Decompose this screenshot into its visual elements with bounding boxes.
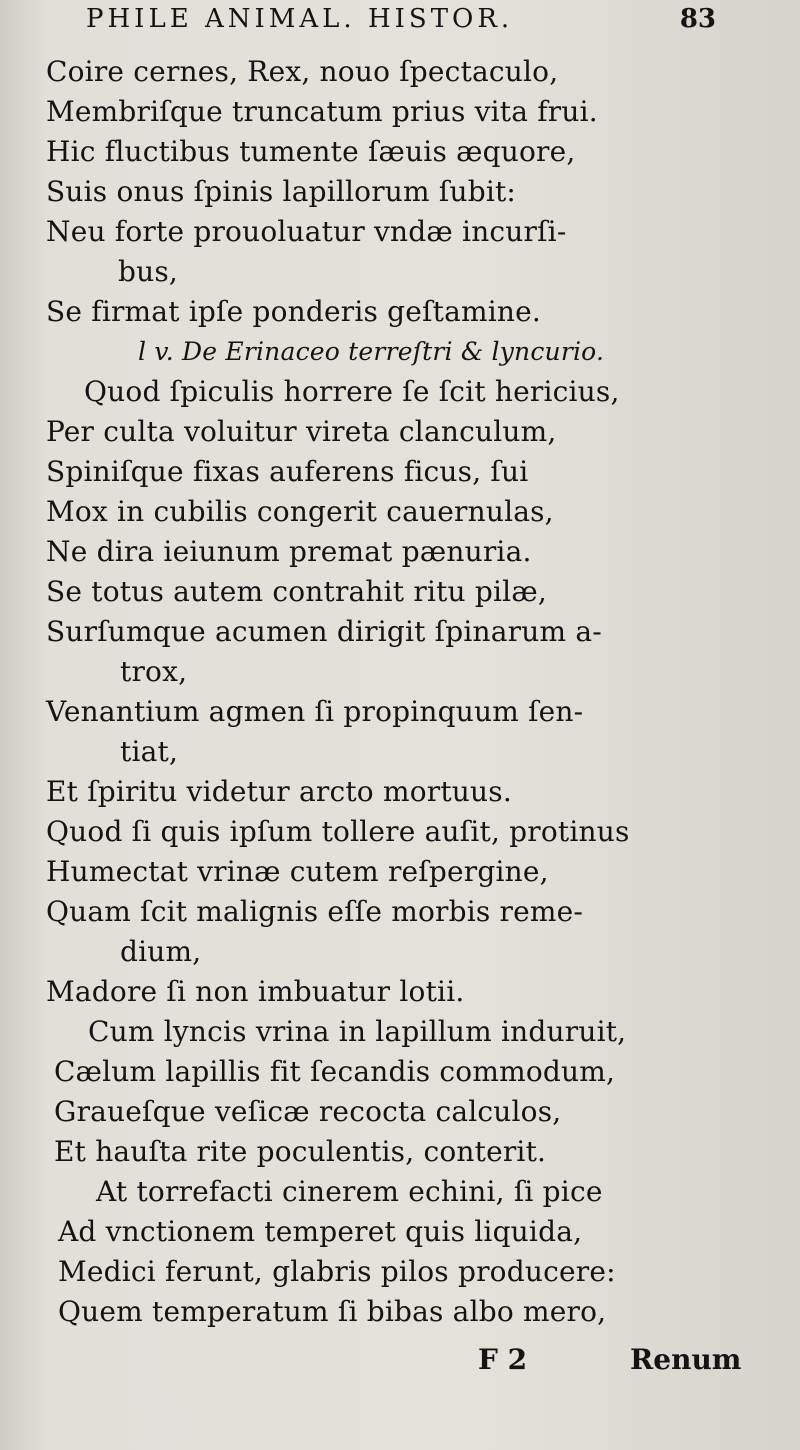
verse-line: Surſumque acumen dirigit ſpinarum a-: [46, 615, 602, 648]
page-header: [86, 2, 716, 38]
verse-line: Madore ſi non imbuatur lotii.: [46, 975, 465, 1008]
verse-line-continuation: tiat,: [120, 735, 179, 768]
verse-line: Cum lyncis vrina in lapillum induruit,: [88, 1015, 627, 1048]
signature-mark: F 2: [478, 1343, 528, 1376]
catchword: Renum: [630, 1343, 742, 1376]
verse-line: Per culta voluitur vireta clanculum,: [46, 415, 557, 448]
verse-line: Ad vnctionem temperet quis liquida,: [58, 1215, 583, 1248]
running-title: PHILE ANIMAL. HISTOR.: [86, 4, 514, 34]
verse-line: Se firmat ipſe ponderis geſtamine.: [46, 295, 541, 328]
verse-line: Suis onus ſpinis lapillorum ſubit:: [46, 175, 517, 208]
verse-line: Mox in cubilis congerit cauernulas,: [46, 495, 554, 528]
verse-line: Venantium agmen ſi propinquum ſen-: [46, 695, 584, 728]
section-heading: l v. De Erinaceo terreſtri & lyncurio.: [138, 337, 605, 366]
verse-line-continuation: trox,: [120, 655, 188, 688]
verse-line: Hic fluctibus tumente ſæuis æquore,: [46, 135, 576, 168]
verse-line: Spiniſque fixas auferens ficus, ſui: [46, 455, 529, 488]
verse-line: Quod ſpiculis horrere ſe ſcit hericius,: [84, 375, 620, 408]
verse-line: Et hauſta rite poculentis, conterit.: [54, 1135, 547, 1168]
verse-line: Quem temperatum ſi bibas albo mero,: [58, 1295, 607, 1328]
verse-line: At torrefacti cinerem echini, ſi pice: [96, 1175, 603, 1208]
verse-line: Graueſque veſicæ recocta calculos,: [54, 1095, 562, 1128]
verse-line: Coire cernes, Rex, nouo ſpectaculo,: [46, 55, 559, 88]
verse-line: Se totus autem contrahit ritu pilæ,: [46, 575, 547, 608]
verse-line: Cælum lapillis fit ſecandis commodum,: [54, 1055, 616, 1088]
verse-line: Neu forte prouoluatur vndæ incurſi-: [46, 215, 567, 248]
verse-line: Membriſque truncatum prius vita frui.: [46, 95, 598, 128]
verse-line-continuation: bus,: [118, 255, 179, 288]
verse-line: Quam ſcit malignis eſſe morbis reme-: [46, 895, 584, 928]
page-footer: [0, 1340, 800, 1380]
verse-line-continuation: dium,: [120, 935, 202, 968]
verse-line: Ne dira ieiunum premat pænuria.: [46, 535, 532, 568]
verse-line: Humectat vrinæ cutem reſpergine,: [46, 855, 549, 888]
verse-line: Quod ſi quis ipſum tollere auſit, protinus: [46, 815, 630, 848]
verse-line: Et ſpiritu videtur arcto mortuus.: [46, 775, 512, 808]
page-number: 83: [679, 4, 716, 34]
verse-line: Medici ferunt, glabris pilos producere:: [58, 1255, 616, 1288]
